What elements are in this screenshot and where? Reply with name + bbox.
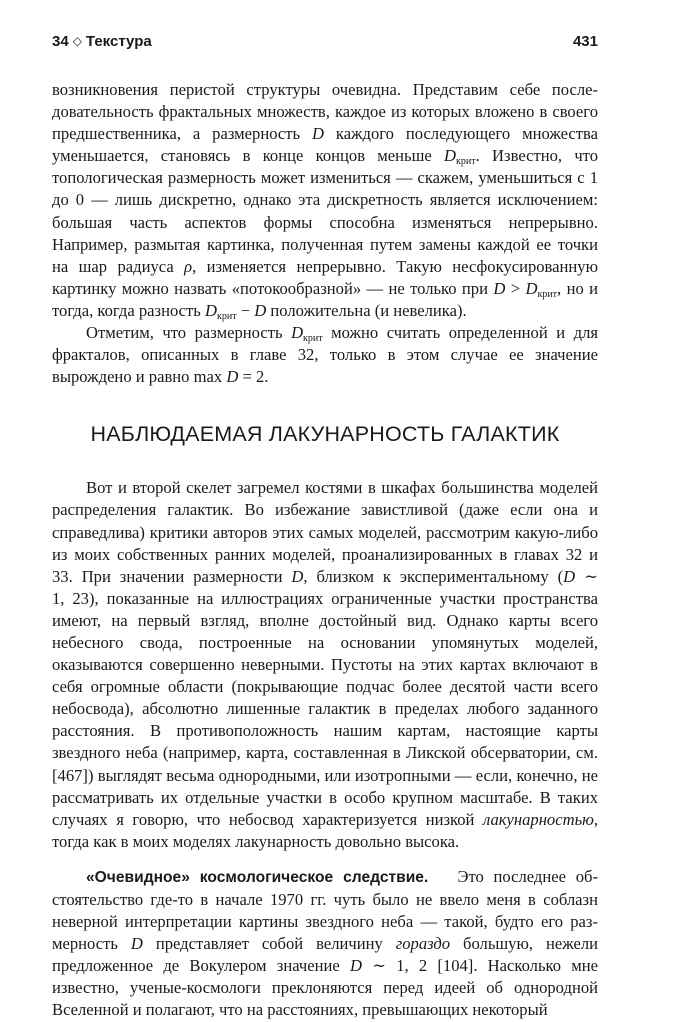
math-D-7: D xyxy=(349,956,362,976)
math-D-4: D xyxy=(291,566,304,586)
running-head xyxy=(52,33,152,50)
paragraph-4: «Очевидное» космологическое следствие. Это последнее обстоятельство где-то в начале 1970 гг. чуть было не ввело меня в соблазн неверной интерпретации картины звездного неба — такой, будто его размерность D представляет собой величину гораздо большую, нежели предложенное де Вокулером значение D ∼ 1, 2 [104]. Насколько мне известно, ученые-космологи преклоняются перед идеей об однородной Вселенной и полагают, что на расстояниях, превышающих некоторый xyxy=(52,866,598,1020)
page-number: 431 xyxy=(572,33,598,50)
math-D-5: D xyxy=(563,566,576,586)
page-header xyxy=(52,33,598,55)
math-D: D xyxy=(312,124,324,144)
page-body xyxy=(52,79,598,1022)
paragraph-3: Вот и второй скелет загремел костями в шкафах большинства моделей распределения галактик. Во избежание завистливой (даже если она и справедлива) критики авторов этих самых моделей, рассмотрим какую-либо из моих собственных ранних моделей, проанализированных в главах 32 и 33. При значении размерности D, близком к экспериментальному (D ∼ 1, 23), показанные на иллюстрациях ограниченные участки пространства имеют, на первый взгляд, вполне достойный вид. Однако карты всего небесного свода, построенные на основании упомянутых моделей, оказываются совершенно неверными. Пустоты на этих картах включают в себя огромные области (покрывающие подчас более десятой части всего небосвода), абсолютно лишенные галактик в пределах любого заданного расстояния. В противоположность нашим картам, настоящие карты звездного неба (например, карта, составленная в Ликской обсерватории, см. [467]) выглядят весьма однородными, или изотропными — если, конечно, не рассматривать их отдельные участки в особо крупном масштабе. В таких случаях я говорю, что небосвод характеризуется низкой лакунарностью, тогда как в моих моделях лакунарность довольно высока. xyxy=(52,478,598,851)
paragraph-2: Отметим, что размерность $D_{крит}$ можно считать определенной и для фракталов, описанных в главе 32, только в этом случае ее значение вырождено и равно max D = 2. xyxy=(52,323,598,387)
chapter-title: Текстура xyxy=(85,33,152,50)
math-rho: ρ xyxy=(184,256,193,276)
math-D-3: D xyxy=(226,367,239,387)
math-D-2: D xyxy=(254,300,267,320)
math-Dcrit-2: $D_{крит}$ xyxy=(525,278,558,300)
math-Dcrit-4: $D_{крит}$ xyxy=(291,323,323,345)
math-D-6: D xyxy=(130,934,143,954)
chapter-number: 34 xyxy=(52,33,69,50)
section-title: НАБЛЮДАЕМАЯ ЛАКУНАРНОСТЬ ГАЛАКТИК xyxy=(90,422,560,447)
paragraph-1: возникновения перистой структуры очевидна. Представим себе последовательность фрактальных множеств, каждое из которых вложено в своего предшественника, а размерность D каждого последующего множества уменьшается, становясь в конце концов меньше $D_{крит}$. Известно, что топологическая размерность может измениться — скажем, уменьшиться с 1 до 0 — лишь дискретно, однако эта дискретность является исключением: большая часть аспектов формы способна изменяться непрерывно. Например, размытая картинка, полученная путем замены каждой ее точки на шар радиуса ρ, изменяется непрерывно. Такую несфокусированную картинку можно назвать «потокообразной» — не только при $D > D_{крит}$, но и тогда, когда разность $D_{крит} - D$ положительна (и невелика). xyxy=(52,80,599,322)
runin-heading: «Очевидное» космологическое следствие. xyxy=(86,868,429,886)
math-D-gt-Dcrit: D xyxy=(493,278,506,298)
diamond-separator-icon: ◇ xyxy=(72,34,82,48)
math-Dcrit: $D_{крит}$ xyxy=(444,146,476,168)
math-Dcrit-3: $D_{крит}$ xyxy=(205,300,237,322)
